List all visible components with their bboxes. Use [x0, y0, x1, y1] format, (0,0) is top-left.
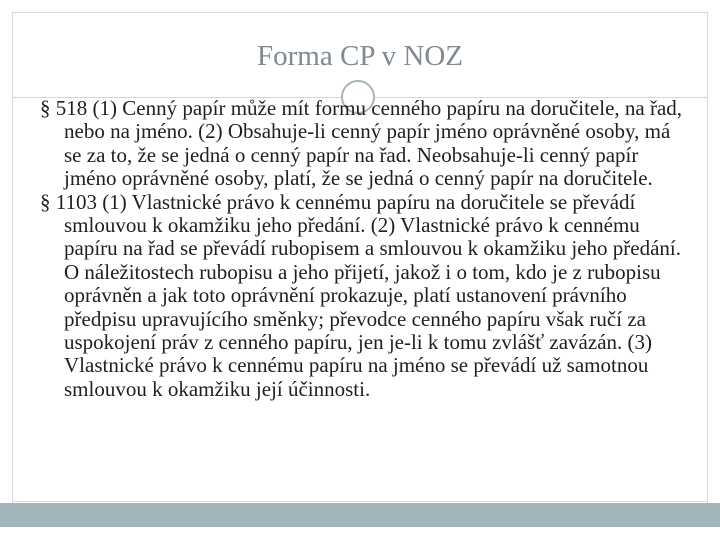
slide-body [40, 97, 692, 401]
footer-bar [0, 503, 720, 527]
slide-title: Forma CP v NOZ [257, 40, 463, 72]
paragraph-1103: § 1103 (1) Vlastnické právo k cennému papíru na doručitele se převádí smlouvou k okamžiku jeho předání. (2) Vlastnické právo k cennému papíru na řad se převádí rubopisem a smlouvou k okamžiku jeho předání. O náležitostech rubopisu a jeho přijetí, jakož i o tom, kdo je z rubopisu oprávněn a jak toto oprávnění prokazuje, platí ustanovení právního předpisu upravujícího směnky; převodce cenného papíru však ručí za uspokojení práv z cenného papíru, jen je-li k tomu zvlášť zavázán. (3) Vlastnické právo k cennému papíru na jméno se převádí už samotnou smlouvou k okamžiku její účinnosti. [40, 189, 681, 401]
paragraph-518: § 518 (1) Cenný papír může mít formu cenného papíru na doručitele, na řad, nebo na jméno. (2) Obsahuje-li cenný papír jméno oprávněné osoby, má se za to, že se jedná o cenný papír na řad. Neobsahuje-li cenný papír jméno oprávněné osoby, platí, že se jedná o cenný papír na doručitele. [40, 96, 683, 191]
